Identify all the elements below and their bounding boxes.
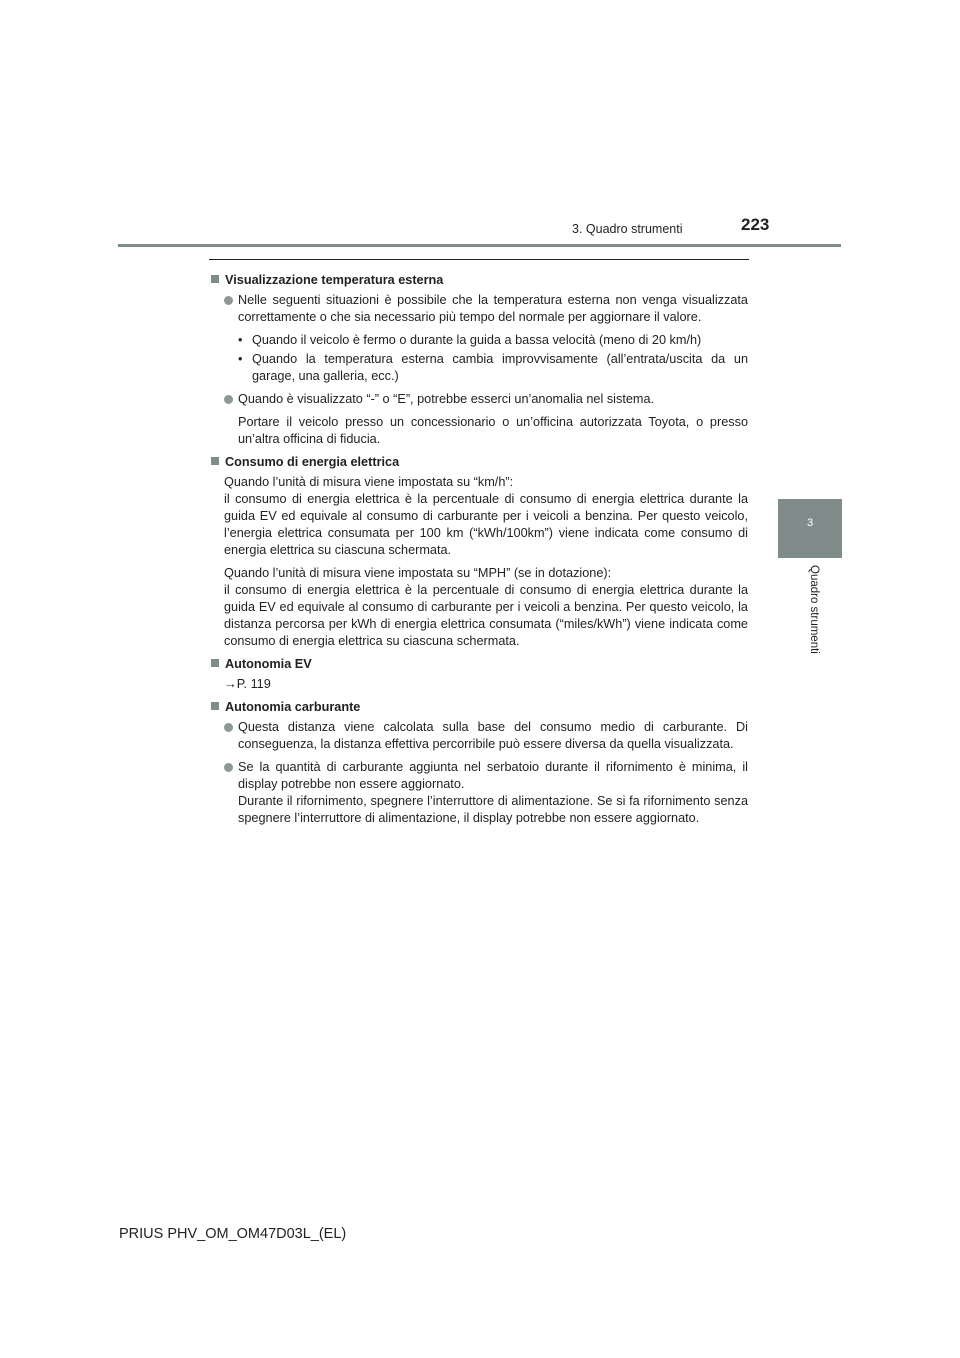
sub-list-item xyxy=(238,332,748,349)
section-title xyxy=(211,699,748,716)
sub-list-item-text: Quando il veicolo è fermo o durante la guida a bassa velocità (meno di 20 km/h) xyxy=(252,333,702,347)
section-title-text: Consumo di energia elettrica xyxy=(225,455,400,469)
square-bullet-icon xyxy=(211,702,219,710)
content-divider xyxy=(209,259,749,260)
list-item xyxy=(224,292,748,326)
paragraph xyxy=(224,565,748,650)
list-item-text: Se la quantità di carburante aggiunta nel serbatoio durante il rifornimento è minima, il display potrebbe non essere aggiornato. xyxy=(238,760,748,791)
page-number: 223 xyxy=(741,215,770,234)
paragraph-body: il consumo di energia elettrica è la percentuale di consumo di energia elettrica durante la guida EV ed equivale al consumo di carburante per i veicoli a benzina. Per questo veicolo, la distanza percorsa per kWh di energia elettrica consumata (“miles/kWh”) viene indicata come consumo di energia elettrica su ciascuna schermata. xyxy=(224,583,748,648)
section-title-text: Visualizzazione temperatura esterna xyxy=(225,273,444,287)
circle-bullet-icon xyxy=(224,395,233,404)
list-item-text: Questa distanza viene calcolata sulla base del consumo medio di carburante. Di conseguenza, la distanza effettiva percorribile può essere diversa da quella visualizzata. xyxy=(238,720,748,751)
list-item xyxy=(224,759,748,827)
section-title xyxy=(211,656,748,673)
paragraph-line: Quando l’unità di misura viene impostata su “km/h”: xyxy=(224,475,514,489)
section-title xyxy=(211,272,748,289)
section-title xyxy=(211,454,748,471)
list-item-paragraph: Portare il veicolo presso un concessionario o un’officina autorizzata Toyota, o presso un’altra officina di fiducia. xyxy=(238,415,748,446)
square-bullet-icon xyxy=(211,659,219,667)
header-divider xyxy=(118,244,841,247)
list-item xyxy=(224,719,748,753)
list-item-text: Durante il rifornimento, spegnere l’interruttore di alimentazione. Se si fa rifornimento senza spegnere l’interruttore di alimentazione, il display potrebbe non essere aggiornato. xyxy=(238,794,748,825)
document-id: PRIUS PHV_OM_OM47D03L_(EL) xyxy=(119,1226,347,1242)
dot-bullet-icon: • xyxy=(238,333,243,347)
circle-bullet-icon xyxy=(224,723,233,732)
list-item-text: Quando è visualizzato “-” o “E”, potrebbe esserci un’anomalia nel sistema. xyxy=(238,392,655,406)
dot-bullet-icon: • xyxy=(238,352,243,366)
square-bullet-icon xyxy=(211,457,219,465)
circle-bullet-icon xyxy=(224,296,233,305)
chapter-tab-number: 3 xyxy=(806,517,814,529)
section-title-text: Autonomia EV xyxy=(225,657,312,671)
section-title-text: Autonomia carburante xyxy=(225,700,361,714)
chapter-tab xyxy=(778,499,842,558)
sub-list-item-text: Quando la temperatura esterna cambia improvvisamente (all’entrata/uscita da un garage, una galleria, ecc.) xyxy=(252,352,748,383)
list-item xyxy=(224,391,748,408)
list-item-text-group xyxy=(238,759,748,827)
page-reference-link[interactable]: →P. 119 xyxy=(224,677,271,691)
sub-list-item xyxy=(238,351,748,385)
chapter-title: 3. Quadro strumenti xyxy=(572,222,683,236)
square-bullet-icon xyxy=(211,275,219,283)
list-item-text: Nelle seguenti situazioni è possibile che la temperatura esterna non venga visualizzata correttamente o che sia necessario più tempo del normale per aggiornare il valore. xyxy=(238,293,748,324)
chapter-tab-label: Quadro strumenti xyxy=(808,565,820,654)
paragraph-body: il consumo di energia elettrica è la percentuale di consumo di energia elettrica durante la guida EV ed equivale al consumo di carburante per i veicoli a benzina. Per questo veicolo, l’energia elettrica consumata per 100 km (“kWh/100km”) viene indicata come consumo di energia elettrica su ciascuna schermata. xyxy=(224,492,748,557)
paragraph-line: Quando l’unità di misura viene impostata su “MPH” (se in dotazione): xyxy=(224,566,612,580)
paragraph xyxy=(224,474,748,559)
page-content xyxy=(211,266,748,833)
circle-bullet-icon xyxy=(224,763,233,772)
